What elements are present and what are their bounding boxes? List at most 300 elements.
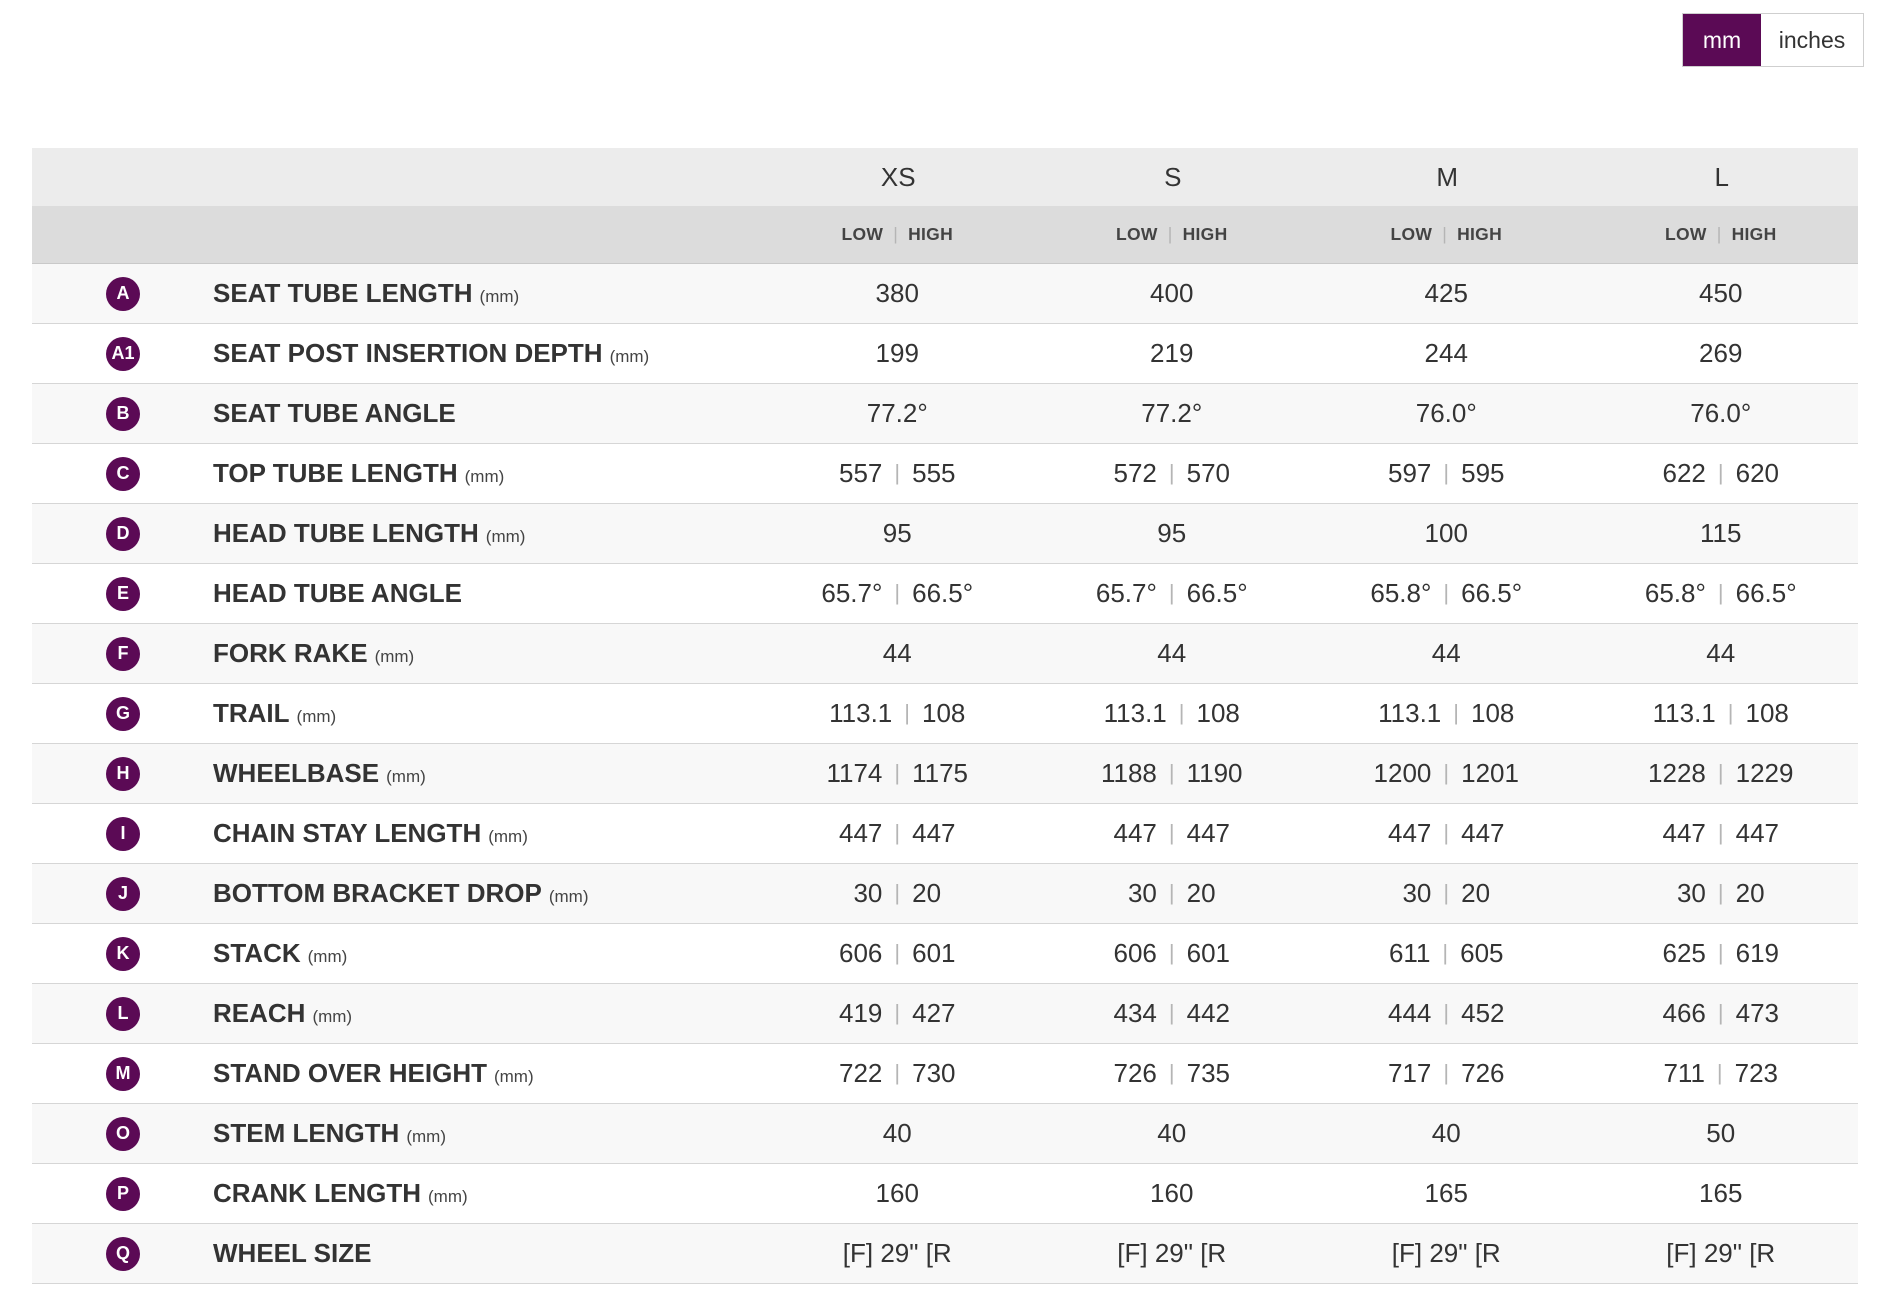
value-cell (1584, 1238, 1859, 1269)
low-value: 1228 (1648, 758, 1706, 788)
row-label-cell (32, 444, 760, 503)
high-label: HIGH (1182, 224, 1228, 244)
low-value: 606 (839, 938, 883, 968)
measurement-letter-badge: O (106, 1117, 140, 1151)
measurement-letter-badge: E (106, 577, 140, 611)
measurement-name-text: SEAT POST INSERTION DEPTH (213, 338, 603, 368)
value: 244 (1424, 338, 1468, 368)
low-label: LOW (1115, 224, 1158, 244)
value: 425 (1424, 278, 1468, 308)
low-value: 722 (839, 1058, 883, 1088)
value-cell (760, 638, 1035, 669)
table-row (32, 264, 1858, 324)
high-value: 1229 (1735, 758, 1794, 788)
geometry-rows (32, 264, 1858, 1284)
measurement-unit: (mm) (464, 467, 505, 486)
value-separator: | (894, 1060, 901, 1085)
measurement-letter-badge: D (106, 517, 140, 551)
measurement-name (213, 458, 504, 489)
low-value: 1174 (826, 758, 883, 788)
measurement-unit: (mm) (488, 827, 528, 846)
value-cell (760, 458, 1035, 489)
measurement-name-text: HEAD TUBE ANGLE (213, 578, 462, 608)
value: 77.2° (866, 398, 928, 428)
measurement-letter-badge: B (106, 397, 140, 431)
value: 44 (882, 638, 912, 668)
size-header-xs: XS (880, 161, 916, 192)
value-cell (1309, 878, 1584, 909)
table-row (32, 1104, 1858, 1164)
measurement-name (213, 638, 414, 669)
low-label: LOW (1664, 224, 1707, 244)
low-value: 622 (1662, 458, 1706, 488)
measurement-letter-badge: C (106, 457, 140, 491)
low-value: 113.1 (1103, 698, 1167, 728)
value: 76.0° (1415, 398, 1477, 428)
measurement-name (213, 398, 456, 429)
table-row (32, 804, 1858, 864)
value: 160 (1150, 1178, 1194, 1208)
measurement-unit: (mm) (493, 1067, 534, 1086)
value-separator: | (1168, 940, 1175, 965)
value-separator: | (1717, 760, 1724, 785)
measurement-name-text: CRANK LENGTH (213, 1178, 421, 1208)
low-value: 65.8° (1644, 578, 1706, 608)
row-label-cell (32, 624, 760, 683)
measurement-name-text: CHAIN STAY LENGTH (213, 818, 482, 848)
value-cell (1035, 518, 1310, 549)
value-cell (1035, 698, 1310, 729)
value-cell (760, 278, 1035, 309)
high-value: 730 (912, 1058, 956, 1088)
high-value: 20 (1461, 878, 1491, 908)
measurement-name (213, 818, 528, 849)
measurement-unit: (mm) (386, 767, 426, 786)
row-label-cell (32, 864, 760, 923)
low-value: 447 (1662, 818, 1706, 848)
measurement-unit: (mm) (485, 527, 526, 546)
value-separator: | (894, 1000, 901, 1025)
value-cell (1035, 1238, 1310, 1269)
value-separator: | (1168, 1060, 1175, 1085)
high-label: HIGH (1731, 224, 1777, 244)
value-cell (1309, 458, 1584, 489)
measurement-letter-badge: K (106, 937, 140, 971)
measurement-unit: (mm) (428, 1187, 468, 1206)
value: 160 (875, 1178, 919, 1208)
value-separator: | (1443, 580, 1450, 605)
value-cell (760, 1118, 1035, 1149)
measurement-name (213, 998, 352, 1029)
measurement-unit: (mm) (406, 1127, 446, 1146)
value-cell (1309, 938, 1584, 969)
row-label-cell (32, 504, 760, 563)
value-separator: | (1716, 1060, 1723, 1085)
value-cell (1309, 998, 1584, 1029)
measurement-name-text: TRAIL (213, 698, 290, 728)
value-cell (760, 1058, 1035, 1089)
value: [F] 29" [R (1666, 1238, 1776, 1268)
value-separator: | (1717, 940, 1724, 965)
high-value: 570 (1186, 458, 1230, 488)
row-label-cell (32, 1104, 760, 1163)
measurement-name-text: BOTTOM BRACKET DROP (213, 878, 542, 908)
low-value: 30 (1127, 878, 1157, 908)
value-separator: | (1442, 224, 1448, 244)
value-cell (1584, 278, 1859, 309)
value-cell (1584, 758, 1859, 789)
value-cell (760, 758, 1035, 789)
high-value: 447 (1186, 818, 1230, 848)
high-value: 20 (1186, 878, 1216, 908)
measurement-letter-badge: A (106, 277, 140, 311)
value-separator: | (1168, 880, 1175, 905)
value-cell (760, 878, 1035, 909)
measurement-name (213, 278, 519, 309)
value-cell (1035, 338, 1310, 369)
value-separator: | (1443, 460, 1450, 485)
row-label-cell (32, 1224, 760, 1283)
low-value: 447 (1388, 818, 1432, 848)
measurement-name-text: WHEELBASE (213, 758, 380, 788)
value-separator: | (904, 700, 910, 725)
high-value: 20 (912, 878, 942, 908)
value-cell (760, 698, 1035, 729)
value-cell (760, 398, 1035, 429)
measurement-name (213, 1058, 534, 1089)
value-separator: | (1717, 880, 1724, 905)
value: 115 (1700, 518, 1742, 548)
value-cell (1309, 1118, 1584, 1149)
value-cell (1035, 1178, 1310, 1209)
value: 95 (882, 518, 912, 548)
low-value: 1188 (1100, 758, 1157, 788)
measurement-name-text: SEAT TUBE LENGTH (213, 278, 473, 308)
low-value: 606 (1113, 938, 1157, 968)
low-high-header-row (32, 206, 1858, 264)
value: 219 (1150, 338, 1194, 368)
high-value: 447 (1735, 818, 1779, 848)
high-value: 427 (912, 998, 956, 1028)
value-separator: | (1168, 1000, 1175, 1025)
low-high-label (1584, 224, 1859, 245)
measurement-unit: (mm) (307, 947, 348, 966)
value: [F] 29" [R (1391, 1238, 1501, 1268)
table-row (32, 324, 1858, 384)
measurement-letter-badge: I (106, 817, 140, 851)
value-cell (1584, 1178, 1859, 1209)
value-cell (1584, 398, 1859, 429)
table-row (32, 504, 1858, 564)
measurement-unit: (mm) (312, 1007, 353, 1026)
high-value: 108 (1196, 698, 1240, 728)
measurement-unit: (mm) (296, 707, 337, 726)
high-value: 66.5° (1186, 578, 1248, 608)
measurement-unit: (mm) (479, 287, 520, 306)
high-value: 595 (1461, 458, 1505, 488)
size-header-l: L (1714, 161, 1729, 192)
value-separator: | (894, 880, 901, 905)
value: 95 (1157, 518, 1187, 548)
size-header-spacer (32, 148, 760, 206)
low-label: LOW (841, 224, 884, 244)
value-separator: | (1168, 460, 1175, 485)
value-cell (1035, 938, 1310, 969)
low-value: 113.1 (1652, 698, 1716, 728)
table-row (32, 984, 1858, 1044)
measurement-name (213, 938, 347, 969)
value: 269 (1699, 338, 1743, 368)
value-cell (760, 1178, 1035, 1209)
value-separator: | (1443, 1060, 1450, 1085)
table-row (32, 384, 1858, 444)
low-value: 711 (1663, 1058, 1705, 1088)
row-label-cell (32, 384, 760, 443)
measurement-letter-badge: G (106, 697, 140, 731)
value: 44 (1157, 638, 1187, 668)
low-value: 1200 (1373, 758, 1432, 788)
low-value: 572 (1113, 458, 1157, 488)
high-value: 447 (1461, 818, 1505, 848)
measurement-letter-badge: H (106, 757, 140, 791)
value: 165 (1424, 1178, 1468, 1208)
value-separator: | (1167, 224, 1173, 244)
value-separator: | (1717, 1000, 1724, 1025)
measurement-name-text: REACH (213, 998, 306, 1028)
value-cell (1309, 1238, 1584, 1269)
high-value: 620 (1735, 458, 1779, 488)
value-cell (760, 338, 1035, 369)
unit-inches-button[interactable]: inches (1761, 14, 1863, 66)
measurement-name-text: STEM LENGTH (213, 1118, 400, 1148)
measurement-name-text: WHEEL SIZE (213, 1238, 372, 1268)
low-value: 434 (1113, 998, 1157, 1028)
value: 44 (1706, 638, 1736, 668)
row-label-cell (32, 924, 760, 983)
value-separator: | (1168, 760, 1175, 785)
high-value: 619 (1735, 938, 1779, 968)
high-value: 555 (912, 458, 956, 488)
value: 199 (875, 338, 919, 368)
table-row (32, 744, 1858, 804)
measurement-name (213, 878, 589, 909)
value: 100 (1424, 518, 1468, 548)
value-separator: | (1717, 820, 1724, 845)
row-label-cell (32, 684, 760, 743)
low-value: 466 (1662, 998, 1706, 1028)
size-header-row (32, 148, 1858, 206)
low-value: 597 (1388, 458, 1432, 488)
value-separator: | (1717, 580, 1724, 605)
measurement-name (213, 518, 525, 549)
high-value: 723 (1734, 1058, 1779, 1088)
high-value: 447 (912, 818, 956, 848)
value-separator: | (1178, 700, 1185, 725)
value-cell (1035, 1058, 1310, 1089)
value-separator: | (1168, 820, 1175, 845)
value: 50 (1706, 1118, 1736, 1148)
row-label-cell (32, 1164, 760, 1223)
value-cell (1309, 1178, 1584, 1209)
high-value: 66.5° (912, 578, 974, 608)
measurement-name-text: STAND OVER HEIGHT (213, 1058, 487, 1088)
row-label-cell (32, 324, 760, 383)
high-value: 1201 (1461, 758, 1519, 788)
value-cell (1035, 638, 1310, 669)
measurement-name-text: TOP TUBE LENGTH (213, 458, 458, 488)
high-value: 605 (1460, 938, 1504, 968)
value: 380 (875, 278, 919, 308)
value-cell (760, 518, 1035, 549)
low-value: 65.8° (1370, 578, 1432, 608)
value-separator: | (1443, 880, 1450, 905)
measurement-name-text: STACK (213, 938, 301, 968)
value-cell (1309, 638, 1584, 669)
value-cell (1584, 698, 1859, 729)
unit-toggle (1682, 13, 1864, 67)
high-value: 442 (1186, 998, 1230, 1028)
high-value: 726 (1461, 1058, 1505, 1088)
high-value: 601 (912, 938, 956, 968)
high-value: 735 (1186, 1058, 1230, 1088)
value-cell (1584, 938, 1859, 969)
high-value: 601 (1186, 938, 1230, 968)
value-cell (1035, 998, 1310, 1029)
value: 400 (1150, 278, 1194, 308)
value-cell (1309, 578, 1584, 609)
value-cell (1035, 878, 1310, 909)
row-label-cell (32, 564, 760, 623)
table-row (32, 1224, 1858, 1284)
low-value: 611 (1388, 938, 1431, 968)
low-value: 113.1 (829, 698, 893, 728)
high-value: 1175 (912, 758, 969, 788)
value-cell (1584, 1118, 1859, 1149)
value-cell (760, 938, 1035, 969)
low-value: 447 (1113, 818, 1157, 848)
measurement-letter-badge: F (106, 637, 140, 671)
value: [F] 29" [R (1117, 1238, 1227, 1268)
high-value: 1190 (1186, 758, 1243, 788)
measurement-name (213, 1118, 446, 1149)
measurement-unit: (mm) (548, 887, 589, 906)
measurement-letter-badge: Q (106, 1237, 140, 1271)
value-cell (1309, 758, 1584, 789)
value-cell (1035, 458, 1310, 489)
value-cell (1309, 518, 1584, 549)
value: 165 (1699, 1178, 1743, 1208)
value-cell (1584, 338, 1859, 369)
value-separator: | (1453, 700, 1459, 725)
value: 44 (1431, 638, 1461, 668)
size-header-m: M (1436, 161, 1459, 192)
measurement-name (213, 698, 336, 729)
value-cell (760, 818, 1035, 849)
row-label-cell (32, 984, 760, 1043)
value-cell (1584, 878, 1859, 909)
table-row (32, 1044, 1858, 1104)
low-high-label (1035, 224, 1310, 245)
measurement-letter-badge: J (106, 877, 140, 911)
value-separator: | (1168, 580, 1175, 605)
low-high-label (760, 224, 1035, 245)
value-cell (1584, 998, 1859, 1029)
value: 40 (1431, 1118, 1461, 1148)
value-cell (1584, 818, 1859, 849)
value: 77.2° (1141, 398, 1203, 428)
value-cell (1035, 578, 1310, 609)
table-row (32, 1164, 1858, 1224)
high-value: 452 (1461, 998, 1505, 1028)
value: 450 (1699, 278, 1743, 308)
high-value: 473 (1735, 998, 1779, 1028)
value-cell (1309, 398, 1584, 429)
low-value: 65.7° (821, 578, 883, 608)
value: [F] 29" [R (842, 1238, 952, 1268)
measurement-name (213, 758, 426, 789)
value: 76.0° (1690, 398, 1752, 428)
measurement-name (213, 578, 462, 609)
value-cell (1035, 398, 1310, 429)
value-cell (1584, 1058, 1859, 1089)
value-separator: | (1717, 460, 1724, 485)
value-separator: | (894, 940, 901, 965)
high-value: 66.5° (1735, 578, 1797, 608)
low-value: 419 (839, 998, 883, 1028)
value-cell (1584, 518, 1859, 549)
low-value: 30 (1676, 878, 1706, 908)
value-separator: | (894, 820, 901, 845)
measurement-name-text: FORK RAKE (213, 638, 368, 668)
value-separator: | (1443, 760, 1450, 785)
low-value: 30 (853, 878, 883, 908)
measurement-unit: (mm) (374, 647, 415, 666)
value: 40 (1157, 1118, 1187, 1148)
low-value: 447 (839, 818, 883, 848)
high-label: HIGH (908, 224, 954, 244)
low-value: 717 (1388, 1058, 1432, 1088)
value-cell (1309, 698, 1584, 729)
low-value: 444 (1388, 998, 1432, 1028)
value-separator: | (894, 760, 901, 785)
measurement-letter-badge: L (106, 997, 140, 1031)
high-value: 108 (1470, 698, 1515, 728)
high-label: HIGH (1457, 224, 1503, 244)
low-label: LOW (1390, 224, 1433, 244)
value-cell (1309, 1058, 1584, 1089)
measurement-letter-badge: A1 (106, 337, 140, 371)
low-value: 113.1 (1378, 698, 1442, 728)
measurement-name-text: SEAT TUBE ANGLE (213, 398, 456, 428)
value-cell (760, 578, 1035, 609)
value-separator: | (893, 224, 899, 244)
unit-mm-button[interactable]: mm (1683, 14, 1761, 66)
measurement-name (213, 1178, 468, 1209)
low-value: 557 (839, 458, 883, 488)
value-cell (1035, 278, 1310, 309)
value-cell (760, 998, 1035, 1029)
high-value: 66.5° (1461, 578, 1523, 608)
value-cell (1035, 818, 1310, 849)
table-row (32, 924, 1858, 984)
table-row (32, 444, 1858, 504)
value-cell (1584, 578, 1859, 609)
value-cell (1309, 338, 1584, 369)
low-value: 30 (1402, 878, 1432, 908)
value-cell (1309, 278, 1584, 309)
value: 40 (882, 1118, 912, 1148)
size-header-s: S (1164, 161, 1182, 192)
